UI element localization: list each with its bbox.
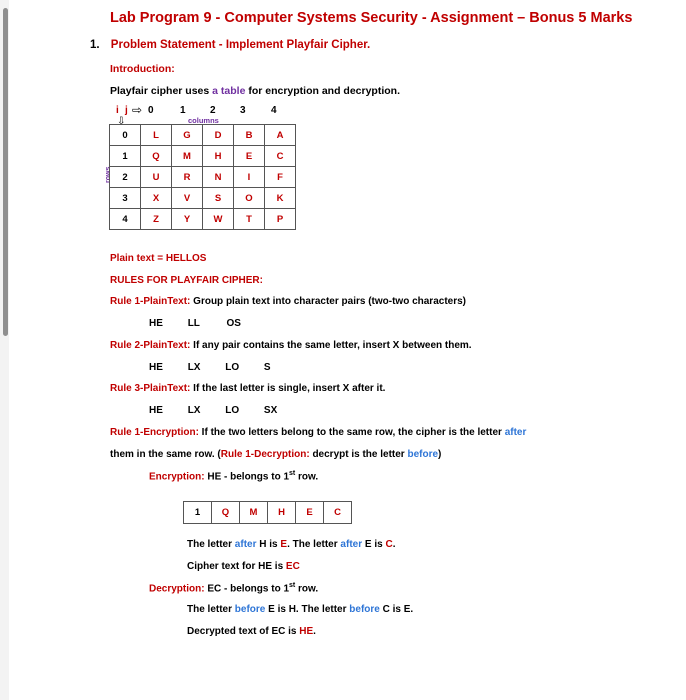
rule-text: ) (438, 449, 442, 460)
highlight-after: after (504, 427, 527, 438)
enc-result-line (187, 539, 395, 550)
pair: LX (187, 405, 201, 416)
decrypted-value: HE (299, 626, 314, 637)
table-cell: E (296, 502, 324, 524)
cipher-value: EC (285, 561, 300, 572)
encryption-line (149, 470, 318, 482)
playfair-table (109, 124, 296, 230)
text: . (313, 626, 316, 637)
table-cell: K (265, 188, 296, 209)
pair: LO (225, 405, 240, 416)
ordinal-sup: st (289, 470, 296, 477)
pair: HE (149, 318, 163, 329)
rows-label: rows (105, 166, 112, 183)
table-cell: C (265, 146, 296, 167)
col-header-3: 3 (240, 105, 246, 116)
table-cell: G (172, 125, 203, 146)
table-cell: Z (141, 209, 172, 230)
table-cell: A (265, 125, 296, 146)
col-header-4: 4 (271, 105, 277, 116)
intro-text-before: Playfair cipher uses (110, 85, 213, 97)
rule1-plaintext (110, 296, 466, 307)
table-cell: I (234, 167, 265, 188)
rule-text: Group plain text into character pairs (two-two characters) (190, 296, 467, 307)
table-cell: L (141, 125, 172, 146)
decrypted-result-line (187, 626, 316, 637)
row-index: 4 (110, 209, 141, 230)
table-cell: M (172, 146, 203, 167)
highlight-before: before (407, 449, 439, 460)
right-arrow-icon: ⇨ (132, 103, 143, 117)
rule-label: Rule 1-Decryption: (220, 449, 310, 460)
cipher-result-line (187, 561, 300, 572)
rule3-plaintext (110, 383, 385, 394)
rule-text: If any pair contains the same letter, insert X between them. (190, 340, 472, 351)
encryption-text: HE - belongs to 1 (204, 471, 290, 483)
pair: S (263, 362, 271, 373)
intro-text-after: for encryption and decryption. (245, 85, 401, 97)
rule2-plaintext (110, 340, 472, 351)
row-index: 0 (110, 125, 141, 146)
rule-label: Rule 1-Encryption: (110, 427, 199, 438)
rule3-pairs (149, 405, 277, 416)
rule-label: Rule 3-PlainText: (110, 383, 191, 394)
corner-i-label: i (116, 105, 119, 116)
table-cell: X (141, 188, 172, 209)
table-cell: S (203, 188, 234, 209)
table-cell: N (203, 167, 234, 188)
highlight-after: after (234, 539, 257, 550)
rule2-pairs (149, 362, 271, 373)
rule-text: If the two letters belong to the same row, the cipher is the letter (198, 427, 505, 438)
highlight-before: before (349, 604, 380, 615)
col-header-0: 0 (148, 105, 154, 116)
pair: LO (225, 362, 240, 373)
decryption-tail: row. (295, 583, 319, 595)
encryption-tail: row. (295, 471, 319, 483)
pair: OS (226, 318, 241, 329)
rule1-encryption-line2 (110, 449, 441, 460)
table-row (110, 209, 296, 230)
text: . The letter (287, 539, 341, 550)
columns-label: columns (188, 116, 219, 125)
table-cell: U (141, 167, 172, 188)
table-cell: H (268, 502, 296, 524)
corner-j-label: j (125, 105, 128, 116)
table-row (110, 125, 296, 146)
plain-text: Plain text = HELLOS (110, 253, 207, 264)
down-arrow-icon: ⇩ (117, 116, 126, 127)
rule-label: Rule 1-PlainText: (110, 296, 191, 307)
intro-table-link[interactable]: a table (212, 85, 246, 97)
table-row (184, 502, 352, 524)
pair: LL (187, 318, 200, 329)
table-cell: T (234, 209, 265, 230)
pair: SX (263, 405, 278, 416)
text: . (392, 539, 396, 550)
intro-text (110, 85, 400, 97)
rules-heading: RULES FOR PLAYFAIR CIPHER: (110, 275, 263, 286)
page-title: Lab Program 9 - Computer Systems Security - Assignment – Bonus 5 Marks (110, 10, 633, 26)
table-row (110, 167, 296, 188)
problem-statement (90, 39, 370, 51)
text: E is H. The letter (265, 604, 350, 615)
decryption-line (149, 582, 318, 594)
text: H is (256, 539, 281, 550)
table-cell: F (265, 167, 296, 188)
text: Cipher text for HE is (187, 561, 286, 572)
row-one-table (183, 501, 352, 524)
encryption-label: Encryption: (149, 471, 205, 483)
text: E is (362, 539, 386, 550)
table-row (110, 146, 296, 167)
rule-text: If the last letter is single, insert X after it. (190, 383, 386, 394)
highlight-before: before (234, 604, 266, 615)
rule1-encryption (110, 427, 526, 438)
table-cell: E (234, 146, 265, 167)
row-index: 3 (110, 188, 141, 209)
ordinal-sup: st (289, 582, 296, 589)
problem-number: 1. (90, 39, 100, 51)
table-cell: C (324, 502, 352, 524)
row-index: 1 (184, 502, 212, 524)
decryption-text: EC - belongs to 1 (204, 583, 290, 595)
table-cell: Y (172, 209, 203, 230)
pair: HE (149, 362, 163, 373)
row-index: 2 (110, 167, 141, 188)
table-cell: P (265, 209, 296, 230)
table-cell: D (203, 125, 234, 146)
decryption-label: Decryption: (149, 583, 205, 595)
table-cell: O (234, 188, 265, 209)
highlight-after: after (340, 539, 363, 550)
rule-text: decrypt is the letter (309, 449, 408, 460)
text: The letter (187, 539, 235, 550)
dec-result-line (187, 604, 413, 615)
table-cell: Q (212, 502, 240, 524)
col-header-1: 1 (180, 105, 186, 116)
table-cell: H (203, 146, 234, 167)
pair: HE (149, 405, 163, 416)
text: The letter (187, 604, 235, 615)
rule1-pairs (149, 318, 241, 329)
pair: LX (187, 362, 201, 373)
intro-heading: Introduction: (110, 63, 175, 75)
rule-label: Rule 2-PlainText: (110, 340, 191, 351)
letter-e: E (280, 539, 288, 550)
row-index: 1 (110, 146, 141, 167)
text: C is E. (379, 604, 414, 615)
letter-c: C (385, 539, 393, 550)
table-cell: B (234, 125, 265, 146)
problem-label: Problem Statement - Implement Playfair Cipher. (110, 39, 371, 51)
rule-text: them in the same row. ( (110, 449, 221, 460)
col-header-2: 2 (210, 105, 216, 116)
table-cell: Q (141, 146, 172, 167)
table-cell: M (240, 502, 268, 524)
table-cell: R (172, 167, 203, 188)
text: Decrypted text of EC is (187, 626, 300, 637)
table-row (110, 188, 296, 209)
table-cell: V (172, 188, 203, 209)
table-cell: W (203, 209, 234, 230)
